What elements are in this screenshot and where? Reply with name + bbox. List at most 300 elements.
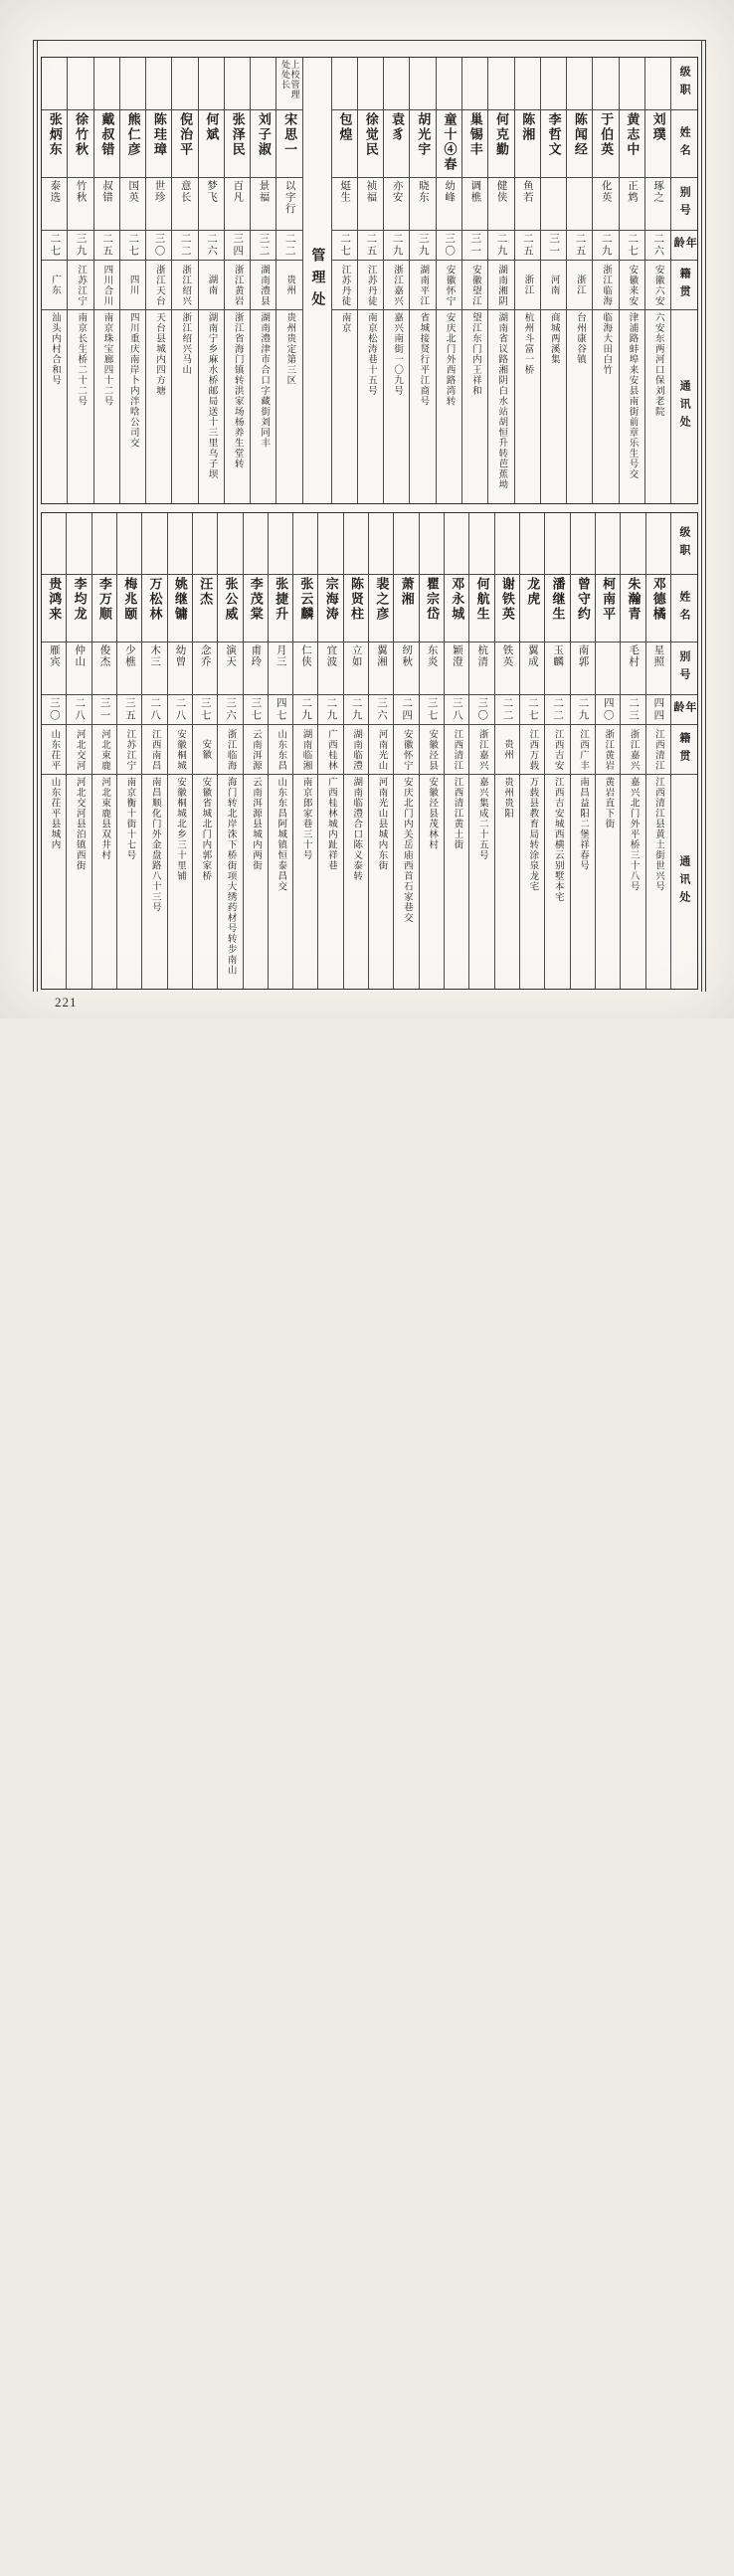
name-text: 宗海涛 xyxy=(323,577,339,622)
address-cell xyxy=(593,310,618,503)
age-cell xyxy=(488,231,513,261)
alias-text: 木三 xyxy=(149,644,161,667)
age-text: 三六 xyxy=(375,697,387,722)
age-cell xyxy=(68,231,92,261)
rank-cell xyxy=(420,513,444,575)
name-text: 李茂棠 xyxy=(248,577,264,622)
age-cell xyxy=(92,695,116,725)
origin-text: 山东茌平 xyxy=(49,728,60,771)
origin-cell xyxy=(172,261,197,310)
person-column xyxy=(645,513,670,989)
age-text: 二二 xyxy=(179,233,191,258)
name-text: 朱瀚青 xyxy=(626,577,642,622)
origin-cell xyxy=(269,725,292,775)
name-text: 裴之彦 xyxy=(374,577,390,622)
address-text: 江西清江黄土街 xyxy=(452,777,462,850)
alias-cell xyxy=(410,178,435,231)
name-cell xyxy=(358,110,383,178)
address-text: 商城两溪集 xyxy=(548,312,559,365)
origin-cell xyxy=(168,725,192,775)
name-text: 萧湘 xyxy=(399,577,415,607)
alias-cell xyxy=(545,643,569,695)
origin-text: 江苏丹徒 xyxy=(339,264,350,306)
person-column xyxy=(620,513,644,989)
person-column xyxy=(317,513,342,989)
origin-text: 安徽六安 xyxy=(652,264,663,306)
origin-text: 江西万载 xyxy=(527,728,538,771)
origin-text: 安徽望江 xyxy=(469,264,480,306)
name-cell xyxy=(596,575,620,643)
rank-text: 上校管理处处长 xyxy=(280,60,300,99)
address-text: 安徽泾县茂林村 xyxy=(427,777,438,850)
age-text: 三七 xyxy=(199,697,211,722)
address-text: 贵州贵定第三区 xyxy=(284,312,295,386)
origin-cell xyxy=(621,725,644,775)
alias-cell xyxy=(469,643,493,695)
age-cell xyxy=(410,231,435,261)
origin-text: 浙江黄岩 xyxy=(232,264,243,306)
person-column xyxy=(275,58,301,503)
alias-text: 竹秋 xyxy=(75,180,87,203)
rank-cell xyxy=(276,58,301,110)
origin-cell xyxy=(541,261,566,310)
address-text: 杭州斗富一桥 xyxy=(522,312,533,375)
age-cell xyxy=(515,231,540,261)
name-cell xyxy=(94,110,119,178)
name-cell xyxy=(244,575,268,643)
rank-cell xyxy=(225,58,250,110)
age-text: 四四 xyxy=(652,697,664,722)
alias-text: 调樵 xyxy=(469,180,481,203)
address-cell xyxy=(42,775,66,989)
alias-cell xyxy=(117,643,141,695)
person-column xyxy=(566,58,592,503)
address-text: 省城接贤行平江商号 xyxy=(418,312,429,407)
person-column xyxy=(243,513,268,989)
address-cell xyxy=(67,775,91,989)
age-cell xyxy=(520,695,544,725)
age-cell xyxy=(168,695,192,725)
alias-cell xyxy=(645,178,670,231)
address-text: 湖南省议路湘阴白水站胡恒升转芭蕉坳 xyxy=(496,312,507,490)
origin-cell xyxy=(410,261,435,310)
name-cell xyxy=(645,110,670,178)
name-cell xyxy=(92,575,116,643)
header-alias-label: 别号 xyxy=(677,650,690,686)
age-text: 二七 xyxy=(526,697,538,722)
person-column xyxy=(145,58,171,503)
alias-text: 纫秋 xyxy=(401,644,413,667)
origin-cell xyxy=(358,261,383,310)
address-text: 山东东昌阿城镇恒泰昌交 xyxy=(275,777,286,892)
alias-text: 铁英 xyxy=(501,644,513,667)
name-cell xyxy=(199,110,224,178)
name-cell xyxy=(394,575,418,643)
name-cell xyxy=(146,110,171,178)
name-text: 瞿宗岱 xyxy=(424,577,440,622)
alias-text: 鱼若 xyxy=(521,180,533,203)
header-alias-cell xyxy=(671,178,697,231)
age-text: 二四 xyxy=(401,697,413,722)
address-text: 南京珠宝廊四十二号 xyxy=(101,312,112,407)
age-text: 三〇 xyxy=(476,697,488,722)
alias-cell xyxy=(620,178,644,231)
rank-cell xyxy=(645,58,670,110)
person-column xyxy=(224,58,250,503)
origin-cell xyxy=(545,725,569,775)
age-text: 二九 xyxy=(391,233,403,258)
address-cell xyxy=(293,775,317,989)
origin-cell xyxy=(68,261,92,310)
name-text: 陈闻经 xyxy=(572,112,588,157)
person-column xyxy=(343,513,368,989)
person-column xyxy=(357,58,383,503)
name-cell xyxy=(545,575,569,643)
alias-cell xyxy=(199,178,224,231)
name-cell xyxy=(488,110,513,178)
name-text: 袁豸 xyxy=(389,112,405,142)
origin-text: 贵州 xyxy=(502,739,512,760)
page-frame xyxy=(33,40,706,992)
origin-cell xyxy=(645,261,670,310)
origin-cell xyxy=(515,261,540,310)
alias-text: 景福 xyxy=(258,180,270,203)
address-cell xyxy=(120,310,145,503)
rank-cell xyxy=(437,58,461,110)
person-column xyxy=(619,58,644,503)
origin-text: 湖南澧县 xyxy=(258,264,269,306)
alias-text: 翼湘 xyxy=(375,644,387,667)
origin-text: 安徽怀宁 xyxy=(444,264,455,306)
name-cell xyxy=(469,575,493,643)
person-column xyxy=(250,58,275,503)
age-text: 二九 xyxy=(577,697,589,722)
scanned-directory-page xyxy=(0,0,734,1018)
origin-cell xyxy=(495,725,519,775)
rank-cell xyxy=(94,58,119,110)
name-cell xyxy=(117,575,141,643)
address-cell xyxy=(620,310,644,503)
person-column xyxy=(167,513,192,989)
alias-cell xyxy=(251,178,275,231)
age-cell xyxy=(462,231,487,261)
name-text: 汪杰 xyxy=(198,577,214,607)
origin-text: 广西桂林 xyxy=(325,728,336,771)
address-cell xyxy=(469,775,493,989)
person-column xyxy=(540,58,566,503)
age-cell xyxy=(42,231,67,261)
address-cell xyxy=(94,310,119,503)
name-cell xyxy=(251,110,275,178)
person-column xyxy=(268,513,292,989)
origin-cell xyxy=(42,261,67,310)
header-origin-label: 籍贯 xyxy=(677,731,690,768)
origin-text: 江苏江宁 xyxy=(76,264,87,306)
address-cell xyxy=(218,775,242,989)
age-text: 二九 xyxy=(350,697,362,722)
alias-text: 玉麟 xyxy=(552,644,564,667)
address-cell xyxy=(369,775,393,989)
rank-cell xyxy=(318,513,342,575)
origin-text: 浙江临海 xyxy=(225,728,236,771)
rank-cell xyxy=(462,58,487,110)
origin-cell xyxy=(94,261,119,310)
age-cell xyxy=(567,231,592,261)
alias-text: 化英 xyxy=(600,180,612,203)
name-text: 柯南平 xyxy=(601,577,617,622)
address-text: 望江东门内王祥和 xyxy=(469,312,480,396)
name-text: 张炳东 xyxy=(47,112,63,157)
origin-text: 江西清江 xyxy=(652,728,663,771)
address-text: 南京长生桥二十二号 xyxy=(76,312,87,407)
age-text: 二六 xyxy=(652,233,664,258)
header-origin-cell xyxy=(671,261,697,310)
age-cell xyxy=(593,231,618,261)
age-text: 二五 xyxy=(574,233,586,258)
alias-text: 世珍 xyxy=(153,180,165,203)
alias-text: 正鸩 xyxy=(626,180,638,203)
address-text: 南昌益阳二堡祥春号 xyxy=(578,777,589,871)
address-text: 云南洱源县城内两街 xyxy=(250,777,261,871)
address-text: 浙江绍兴马山 xyxy=(180,312,191,375)
alias-cell xyxy=(358,178,383,231)
rank-cell xyxy=(495,513,519,575)
name-cell xyxy=(593,110,618,178)
person-column xyxy=(544,513,569,989)
address-cell xyxy=(199,310,224,503)
age-cell xyxy=(269,695,292,725)
rank-cell xyxy=(567,58,592,110)
name-text: 宋思一 xyxy=(282,112,298,157)
address-text: 河北束鹿县双井村 xyxy=(99,777,110,860)
origin-text: 江西南昌 xyxy=(149,728,160,771)
person-column xyxy=(198,58,224,503)
origin-cell xyxy=(571,725,595,775)
address-text: 四川重庆南岸卜内泮唅公司交 xyxy=(127,312,138,449)
origin-text: 浙江 xyxy=(522,275,533,295)
person-column xyxy=(92,513,116,989)
name-text: 陈贤柱 xyxy=(349,577,365,622)
person-column xyxy=(93,58,119,503)
rank-cell xyxy=(68,58,92,110)
rank-cell xyxy=(541,58,566,110)
age-cell xyxy=(120,231,145,261)
alias-cell xyxy=(445,643,468,695)
alias-cell xyxy=(621,643,644,695)
rank-cell xyxy=(520,513,544,575)
name-text: 姚继镛 xyxy=(172,577,188,622)
rank-cell xyxy=(269,513,292,575)
alias-text: 仁侠 xyxy=(300,644,312,667)
address-cell xyxy=(646,775,670,989)
name-text: 张公威 xyxy=(223,577,239,622)
age-text: 三八 xyxy=(451,697,462,722)
rank-cell xyxy=(384,58,409,110)
address-cell xyxy=(571,775,595,989)
name-cell xyxy=(515,110,540,178)
address-cell xyxy=(332,310,357,503)
age-text: 三〇 xyxy=(48,697,60,722)
name-cell xyxy=(276,110,301,178)
rank-cell xyxy=(117,513,141,575)
origin-cell xyxy=(445,725,468,775)
alias-text: 月三 xyxy=(275,644,286,667)
alias-text: 星照 xyxy=(652,644,664,667)
origin-text: 浙江 xyxy=(574,275,585,295)
age-cell xyxy=(394,695,418,725)
name-text: 刘子淑 xyxy=(256,112,272,157)
rank-cell xyxy=(621,513,644,575)
alias-cell xyxy=(515,178,540,231)
alias-cell xyxy=(318,643,342,695)
name-cell xyxy=(225,110,250,178)
origin-text: 浙江绍兴 xyxy=(180,264,191,306)
alias-cell xyxy=(384,178,409,231)
age-text: 二二 xyxy=(552,697,564,722)
age-text: 四七 xyxy=(275,697,286,722)
address-cell xyxy=(420,775,444,989)
name-text: 陈珪璋 xyxy=(151,112,167,157)
name-text: 邓永城 xyxy=(450,577,465,622)
name-text: 张捷升 xyxy=(274,577,289,622)
name-text: 李哲文 xyxy=(546,112,562,157)
origin-text: 安徽来安 xyxy=(627,264,638,306)
origin-text: 山东东昌 xyxy=(275,728,286,771)
alias-cell xyxy=(293,643,317,695)
rank-cell xyxy=(394,513,418,575)
name-text: 曾守约 xyxy=(575,577,591,622)
origin-cell xyxy=(394,725,418,775)
rank-cell xyxy=(445,513,468,575)
address-text: 湖南临澧合口陈义泰转 xyxy=(351,777,362,881)
row-header-column xyxy=(670,58,697,503)
person-column xyxy=(592,58,618,503)
address-cell xyxy=(146,310,171,503)
alias-cell xyxy=(42,643,66,695)
address-text: 湖南宁乡麻水桥邮局送十三里乌子坝 xyxy=(206,312,217,479)
address-text: 河南光山县城内东街 xyxy=(376,777,387,871)
address-text: 万载县教育局转涂泉龙宅 xyxy=(527,777,538,892)
alias-text: 百凡 xyxy=(232,180,244,203)
name-cell xyxy=(420,575,444,643)
age-cell xyxy=(344,695,368,725)
alias-text: 祯福 xyxy=(365,180,377,203)
alias-text: 杭清 xyxy=(476,644,488,667)
address-cell xyxy=(645,310,670,503)
address-cell xyxy=(410,310,435,503)
alias-cell xyxy=(437,178,461,231)
rank-cell xyxy=(168,513,192,575)
origin-text: 贵州 xyxy=(284,275,295,295)
alias-text: 以字行 xyxy=(283,180,295,215)
origin-cell xyxy=(437,261,461,310)
address-cell xyxy=(515,310,540,503)
name-text: 张泽民 xyxy=(230,112,246,157)
name-text: 徐竹秋 xyxy=(74,112,90,157)
person-column xyxy=(419,513,444,989)
address-cell xyxy=(172,310,197,503)
alias-text: 琢之 xyxy=(652,180,664,203)
origin-cell xyxy=(199,261,224,310)
alias-cell xyxy=(244,643,268,695)
origin-text: 湖南湘阴 xyxy=(496,264,507,306)
alias-text: 健侠 xyxy=(495,180,507,203)
person-column xyxy=(42,513,66,989)
origin-text: 河北交河 xyxy=(74,728,85,771)
origin-cell xyxy=(469,725,493,775)
age-cell xyxy=(42,695,66,725)
address-text: 嘉兴集成二十五号 xyxy=(476,777,487,860)
row-header-column xyxy=(670,513,697,989)
origin-cell xyxy=(42,725,66,775)
address-text: 江西吉安城西横云别墅本宅 xyxy=(552,777,563,902)
origin-cell xyxy=(488,261,513,310)
age-cell xyxy=(251,231,275,261)
age-text: 二五 xyxy=(521,233,533,258)
name-cell xyxy=(384,110,409,178)
name-text: 巢锡丰 xyxy=(467,112,483,157)
person-column xyxy=(461,58,487,503)
name-cell xyxy=(369,575,393,643)
alias-cell xyxy=(168,643,192,695)
address-text: 海门转北岸洙下桥街项大绣药材号转步南山 xyxy=(225,777,236,976)
origin-cell xyxy=(420,725,444,775)
name-cell xyxy=(520,575,544,643)
name-cell xyxy=(142,575,166,643)
age-cell xyxy=(332,231,357,261)
rank-cell xyxy=(515,58,540,110)
origin-cell xyxy=(384,261,409,310)
address-cell xyxy=(244,775,268,989)
alias-text: 甫玲 xyxy=(250,644,262,667)
name-text: 邓德橘 xyxy=(650,577,666,622)
name-text: 梅兆颐 xyxy=(122,577,138,622)
origin-text: 浙江嘉兴 xyxy=(392,264,403,306)
age-text: 四〇 xyxy=(602,697,614,722)
rank-cell xyxy=(244,513,268,575)
rank-cell xyxy=(42,513,66,575)
person-column xyxy=(644,58,670,503)
age-cell xyxy=(94,231,119,261)
address-text: 津浦路蚌埠来安县南街前章乐生号交 xyxy=(627,312,638,479)
address-text: 南京郎家巷三十号 xyxy=(300,777,311,860)
name-cell xyxy=(437,110,461,178)
address-text: 南京 xyxy=(339,312,350,333)
alias-cell xyxy=(541,178,566,231)
name-cell xyxy=(42,575,66,643)
age-cell xyxy=(646,695,670,725)
alias-cell xyxy=(94,178,119,231)
address-text: 嘉兴北门外平桥三十八号 xyxy=(628,777,639,892)
age-cell xyxy=(620,231,644,261)
address-cell xyxy=(117,775,141,989)
address-cell xyxy=(445,775,468,989)
name-text: 胡光宇 xyxy=(416,112,432,157)
name-cell xyxy=(120,110,145,178)
section-divider-label: 管理处 xyxy=(309,248,325,313)
age-cell xyxy=(276,231,301,261)
address-cell xyxy=(541,310,566,503)
alias-cell xyxy=(68,178,92,231)
origin-cell xyxy=(92,725,116,775)
name-text: 包煌 xyxy=(337,112,353,142)
alias-cell xyxy=(462,178,487,231)
name-cell xyxy=(293,575,317,643)
origin-cell xyxy=(332,261,357,310)
alias-cell xyxy=(92,643,116,695)
alias-cell xyxy=(420,643,444,695)
person-column xyxy=(116,513,141,989)
